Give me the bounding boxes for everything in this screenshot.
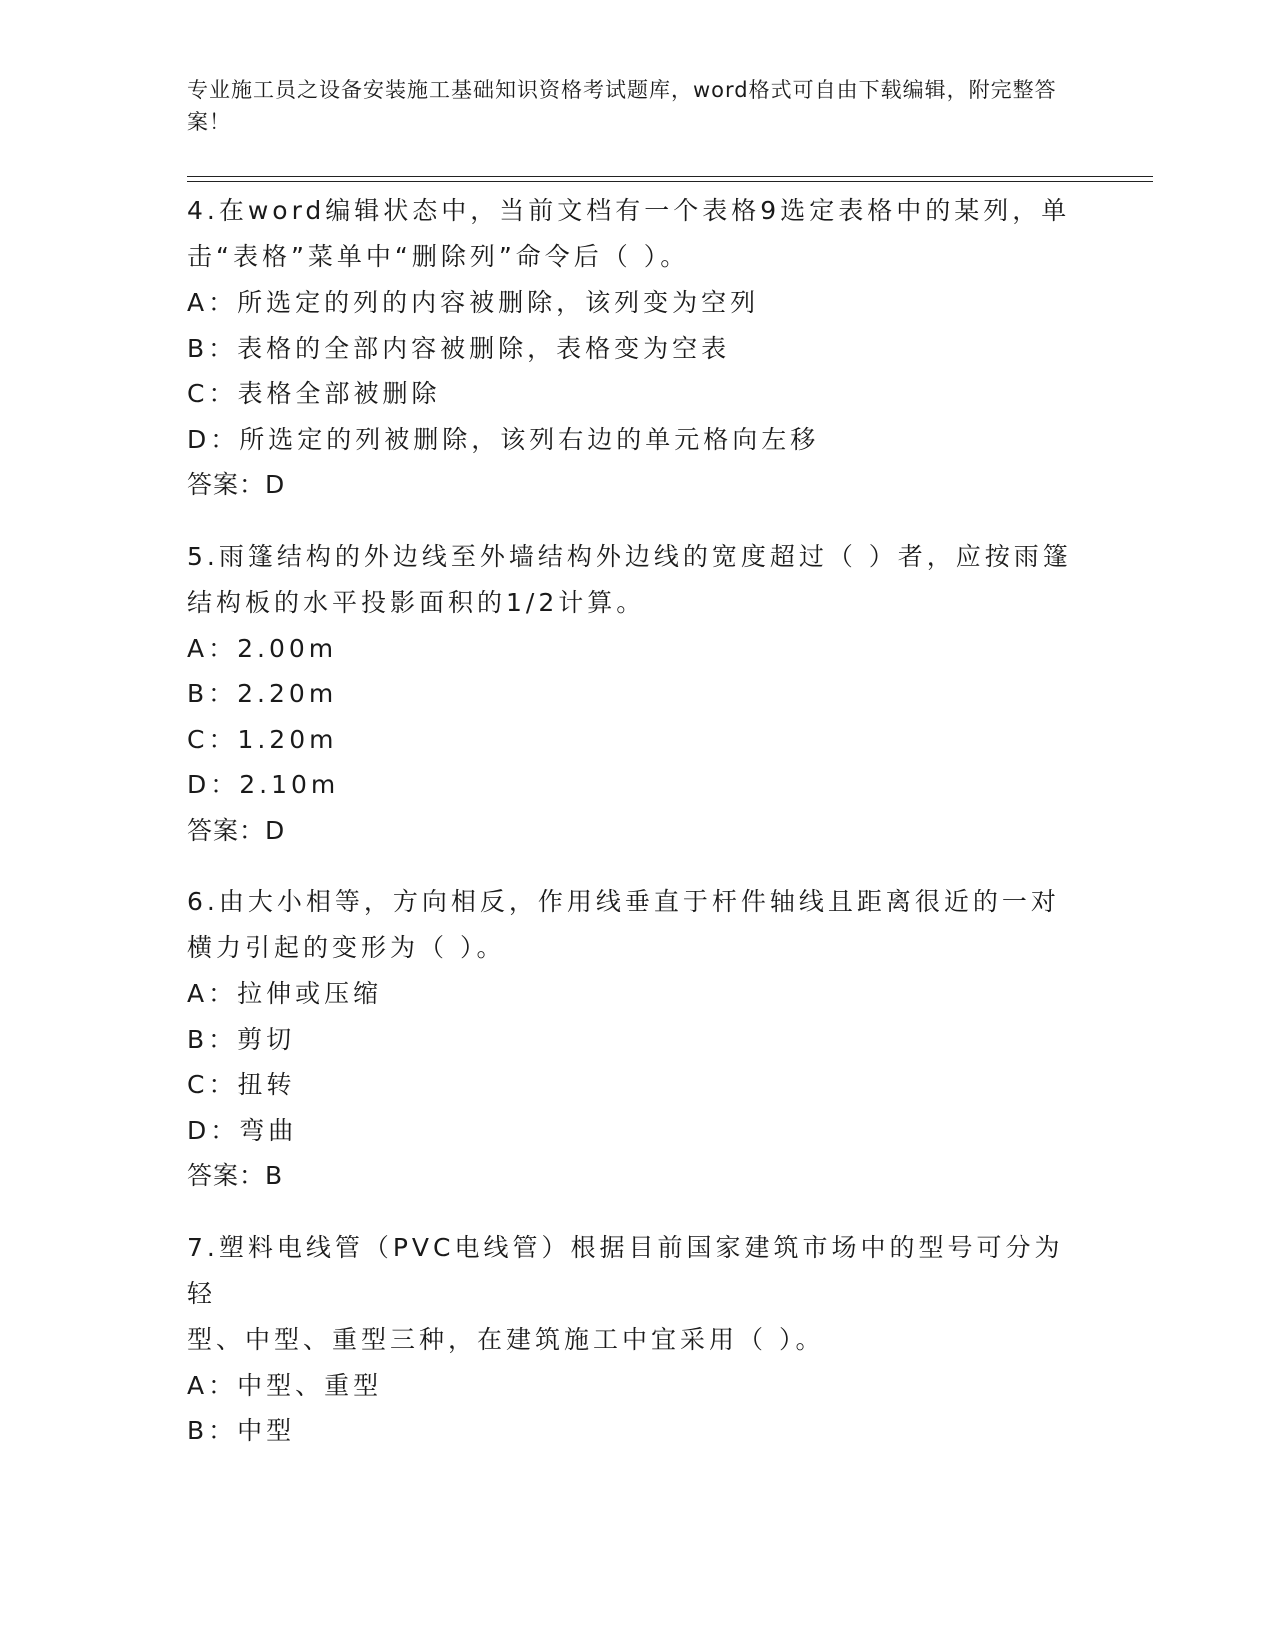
question-stem: 击“表格”菜单中“删除列”命令后（ ）。 [187,242,690,271]
question-stem: 4.在word编辑状态中，当前文档有一个表格9选定表格中的某列，单 [187,196,1071,225]
header-divider-bottom [187,181,1153,182]
header-divider-top [187,176,1153,177]
question-6 [187,879,1087,1199]
option-b: B：2.20m [187,679,338,708]
question-7 [187,1225,1087,1454]
option-a: A：2.00m [187,633,338,663]
option-d: D：所选定的列被删除，该列右边的单元格向左移 [187,424,820,454]
option-b: B：中型 [187,1416,296,1445]
answer: 答案：D [187,470,286,499]
question-stem: 结构板的水平投影面积的1/2计算。 [187,587,646,617]
option-a: A：拉伸或压缩 [187,979,383,1008]
answer: 答案：D [187,815,286,845]
question-4 [187,188,1087,508]
option-c: C：表格全部被删除 [187,379,441,408]
question-stem: 横力引起的变形为（ ）。 [187,933,506,962]
question-stem: 6.由大小相等，方向相反，作用线垂直于杆件轴线且距离很近的一对 [187,887,1060,916]
option-c: C：1.20m [187,724,338,754]
question-list [187,188,1087,1480]
question-stem: 型、中型、重型三种，在建筑施工中宜采用（ ）。 [187,1324,825,1354]
question-stem: 7.塑料电线管（PVC电线管）根据目前国家建筑市场中的型号可分为轻 [187,1232,1064,1308]
option-b: B：剪切 [187,1024,296,1054]
option-a: A：中型、重型 [187,1370,383,1400]
option-d: D：2.10m [187,770,340,799]
option-d: D：弯曲 [187,1115,298,1145]
option-a: A：所选定的列的内容被删除，该列变为空列 [187,288,760,317]
question-stem: 5.雨篷结构的外边线至外墙结构外边线的宽度超过（ ）者，应按雨篷 [187,541,1072,571]
answer: 答案：B [187,1161,284,1190]
option-c: C：扭转 [187,1070,296,1099]
question-5 [187,534,1087,854]
document-intro: 专业施工员之设备安装施工基础知识资格考试题库，word格式可自由下载编辑，附完整答案！ [187,78,1057,134]
option-b: B：表格的全部内容被删除，表格变为空表 [187,333,731,363]
